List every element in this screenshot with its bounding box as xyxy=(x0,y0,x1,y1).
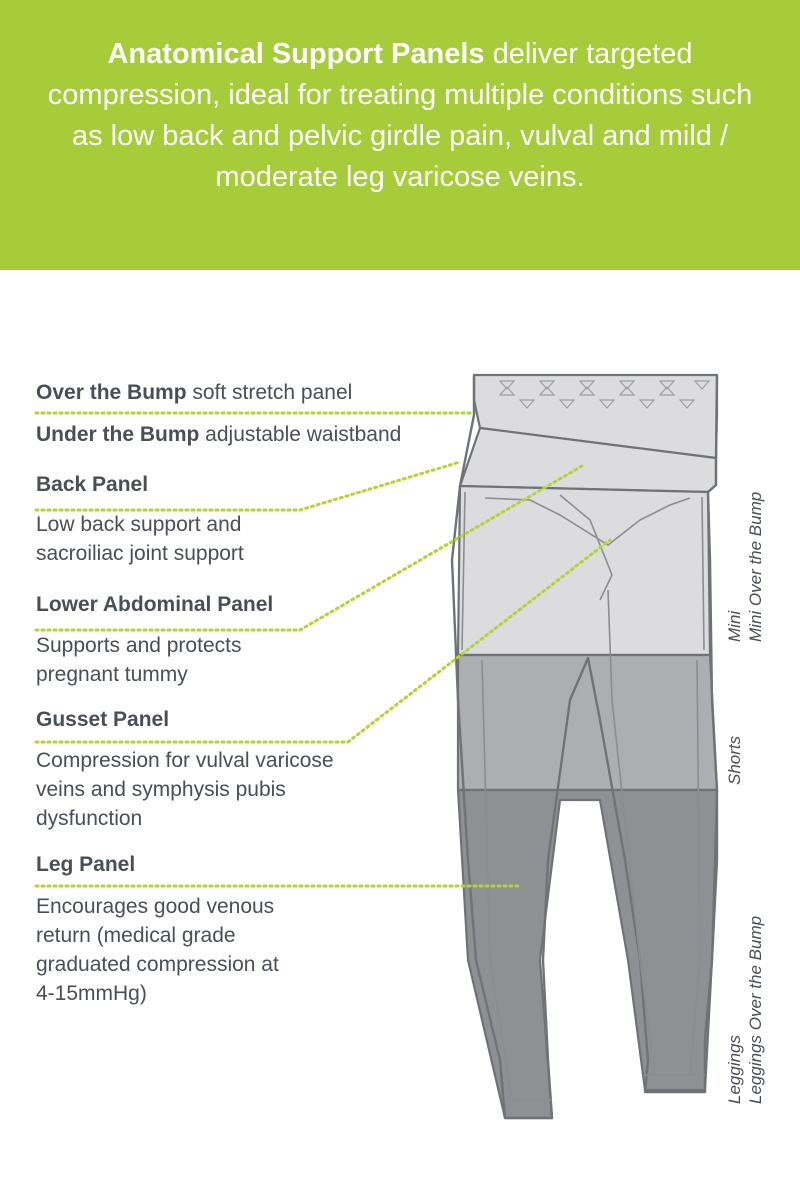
leg-title: Leg Panel xyxy=(36,853,136,876)
side-label-leggings: Leggings xyxy=(725,1034,744,1104)
side-label-shorts: Shorts xyxy=(725,735,744,785)
banner-bold: Anatomical Support Panels xyxy=(107,38,485,70)
label-under-bump-rest: adjustable waistband xyxy=(199,423,402,446)
label-lower-abdominal xyxy=(36,590,273,619)
lower-abdominal-desc: Supports and protects pregnant tummy xyxy=(36,634,242,686)
back-panel-title: Back Panel xyxy=(36,473,149,496)
leg-desc: Encourages good venous return (medical grade graduated compression at 4-15mmHg) xyxy=(36,895,279,1005)
label-gusset xyxy=(36,705,169,734)
label-under-bump xyxy=(36,420,401,449)
side-label-leggings-over: Leggings Over the Bump xyxy=(746,915,765,1104)
shorts-section xyxy=(458,655,717,790)
label-back-panel xyxy=(36,470,148,499)
banner-body: deliver targeted compression, ideal for treating multiple conditions such as low back and pelvic girdle pain, vulval and mild / moderate leg varicose veins. xyxy=(47,38,753,193)
label-under-bump-bold: Under the Bump xyxy=(36,423,200,446)
gusset-title: Gusset Panel xyxy=(36,708,170,731)
side-label-mini-over: Mini Over the Bump xyxy=(746,491,765,642)
gusset-desc: Compression for vulval varicose veins and symphysis pubis dysfunction xyxy=(36,749,334,830)
leggings-section xyxy=(458,790,717,1118)
label-over-bump-bold: Over the Bump xyxy=(36,381,187,404)
lower-abdominal-title: Lower Abdominal Panel xyxy=(36,593,274,616)
back-panel-desc: Low back support and sacroiliac joint support xyxy=(36,513,244,565)
label-over-bump xyxy=(36,378,352,407)
label-over-bump-rest: soft stretch panel xyxy=(186,381,353,404)
label-leg xyxy=(36,850,135,879)
side-label-mini: Mini xyxy=(725,610,744,642)
